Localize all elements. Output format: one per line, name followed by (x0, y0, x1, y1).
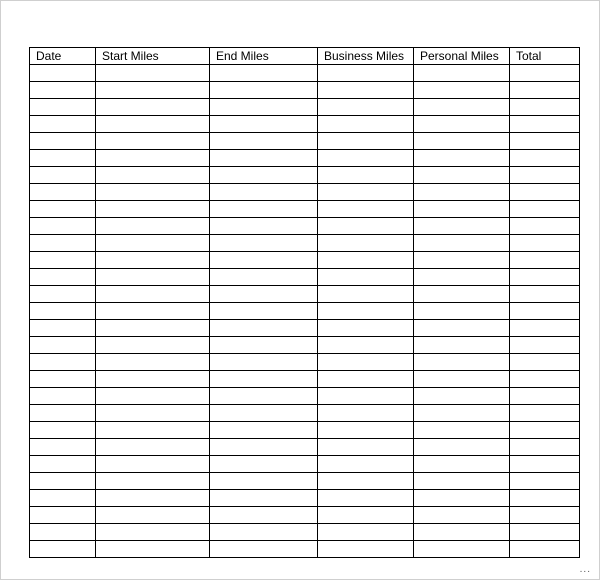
start-miles-cell[interactable] (96, 252, 210, 269)
end-miles-cell[interactable] (210, 490, 318, 507)
end-miles-cell[interactable] (210, 354, 318, 371)
business-miles-cell[interactable] (318, 490, 414, 507)
date-cell[interactable] (30, 150, 96, 167)
start-miles-cell[interactable] (96, 422, 210, 439)
end-miles-cell[interactable] (210, 235, 318, 252)
business-miles-cell[interactable] (318, 218, 414, 235)
business-miles-cell[interactable] (318, 150, 414, 167)
total-cell[interactable] (510, 473, 580, 490)
date-cell[interactable] (30, 252, 96, 269)
table-row (30, 354, 580, 371)
start-miles-cell[interactable] (96, 82, 210, 99)
business-miles-cell[interactable] (318, 456, 414, 473)
business-miles-cell[interactable] (318, 524, 414, 541)
column-header-start-miles: Start Miles (96, 48, 210, 65)
business-miles-cell[interactable] (318, 286, 414, 303)
personal-miles-cell[interactable] (414, 116, 510, 133)
total-cell[interactable] (510, 133, 580, 150)
start-miles-cell[interactable] (96, 133, 210, 150)
business-miles-cell[interactable] (318, 303, 414, 320)
total-cell[interactable] (510, 405, 580, 422)
start-miles-cell[interactable] (96, 507, 210, 524)
total-cell[interactable] (510, 82, 580, 99)
business-miles-cell[interactable] (318, 65, 414, 82)
end-miles-cell[interactable] (210, 133, 318, 150)
business-miles-cell[interactable] (318, 388, 414, 405)
table-row (30, 439, 580, 456)
start-miles-cell[interactable] (96, 235, 210, 252)
personal-miles-cell[interactable] (414, 439, 510, 456)
table-row (30, 201, 580, 218)
business-miles-cell[interactable] (318, 439, 414, 456)
business-miles-cell[interactable] (318, 269, 414, 286)
business-miles-cell[interactable] (318, 235, 414, 252)
date-cell[interactable] (30, 490, 96, 507)
start-miles-cell[interactable] (96, 65, 210, 82)
personal-miles-cell[interactable] (414, 354, 510, 371)
personal-miles-cell[interactable] (414, 456, 510, 473)
business-miles-cell[interactable] (318, 82, 414, 99)
date-cell[interactable] (30, 422, 96, 439)
total-cell[interactable] (510, 354, 580, 371)
start-miles-cell[interactable] (96, 167, 210, 184)
end-miles-cell[interactable] (210, 252, 318, 269)
business-miles-cell[interactable] (318, 184, 414, 201)
business-miles-cell[interactable] (318, 507, 414, 524)
total-cell[interactable] (510, 388, 580, 405)
column-header-personal-miles: Personal Miles (414, 48, 510, 65)
end-miles-cell[interactable] (210, 337, 318, 354)
total-cell[interactable] (510, 269, 580, 286)
date-cell[interactable] (30, 116, 96, 133)
date-cell[interactable] (30, 507, 96, 524)
end-miles-cell[interactable] (210, 201, 318, 218)
start-miles-cell[interactable] (96, 218, 210, 235)
total-cell[interactable] (510, 286, 580, 303)
date-cell[interactable] (30, 473, 96, 490)
personal-miles-cell[interactable] (414, 388, 510, 405)
end-miles-cell[interactable] (210, 320, 318, 337)
header-row (30, 48, 580, 65)
start-miles-cell[interactable] (96, 320, 210, 337)
table-row (30, 388, 580, 405)
start-miles-cell[interactable] (96, 150, 210, 167)
date-cell[interactable] (30, 167, 96, 184)
start-miles-cell[interactable] (96, 405, 210, 422)
column-header-total: Total (510, 48, 580, 65)
personal-miles-cell[interactable] (414, 405, 510, 422)
table-row (30, 252, 580, 269)
table-row (30, 150, 580, 167)
business-miles-cell[interactable] (318, 99, 414, 116)
total-cell[interactable] (510, 422, 580, 439)
start-miles-cell[interactable] (96, 286, 210, 303)
personal-miles-cell[interactable] (414, 167, 510, 184)
end-miles-cell[interactable] (210, 405, 318, 422)
personal-miles-cell[interactable] (414, 201, 510, 218)
end-miles-cell[interactable] (210, 439, 318, 456)
personal-miles-cell[interactable] (414, 303, 510, 320)
date-cell[interactable] (30, 354, 96, 371)
end-miles-cell[interactable] (210, 116, 318, 133)
personal-miles-cell[interactable] (414, 422, 510, 439)
date-cell[interactable] (30, 65, 96, 82)
business-miles-cell[interactable] (318, 320, 414, 337)
end-miles-cell[interactable] (210, 507, 318, 524)
personal-miles-cell[interactable] (414, 337, 510, 354)
date-cell[interactable] (30, 99, 96, 116)
start-miles-cell[interactable] (96, 116, 210, 133)
mileage-log-table (29, 47, 580, 558)
total-cell[interactable] (510, 201, 580, 218)
date-cell[interactable] (30, 82, 96, 99)
end-miles-cell[interactable] (210, 184, 318, 201)
total-cell[interactable] (510, 337, 580, 354)
date-cell[interactable] (30, 524, 96, 541)
date-cell[interactable] (30, 388, 96, 405)
total-cell[interactable] (510, 303, 580, 320)
start-miles-cell[interactable] (96, 303, 210, 320)
personal-miles-cell[interactable] (414, 65, 510, 82)
end-miles-cell[interactable] (210, 473, 318, 490)
end-miles-cell[interactable] (210, 65, 318, 82)
date-cell[interactable] (30, 337, 96, 354)
personal-miles-cell[interactable] (414, 286, 510, 303)
business-miles-cell[interactable] (318, 337, 414, 354)
date-cell[interactable] (30, 201, 96, 218)
start-miles-cell[interactable] (96, 201, 210, 218)
table-row (30, 65, 580, 82)
end-miles-cell[interactable] (210, 422, 318, 439)
start-miles-cell[interactable] (96, 337, 210, 354)
table-row (30, 422, 580, 439)
business-miles-cell[interactable] (318, 201, 414, 218)
table-row (30, 320, 580, 337)
total-cell[interactable] (510, 99, 580, 116)
start-miles-cell[interactable] (96, 388, 210, 405)
personal-miles-cell[interactable] (414, 541, 510, 558)
date-cell[interactable] (30, 439, 96, 456)
personal-miles-cell[interactable] (414, 320, 510, 337)
end-miles-cell[interactable] (210, 303, 318, 320)
table-row (30, 405, 580, 422)
business-miles-cell[interactable] (318, 252, 414, 269)
end-miles-cell[interactable] (210, 456, 318, 473)
business-miles-cell[interactable] (318, 473, 414, 490)
total-cell[interactable] (510, 150, 580, 167)
business-miles-cell[interactable] (318, 116, 414, 133)
business-miles-cell[interactable] (318, 167, 414, 184)
column-header-date: Date (30, 48, 96, 65)
personal-miles-cell[interactable] (414, 150, 510, 167)
personal-miles-cell[interactable] (414, 252, 510, 269)
end-miles-cell[interactable] (210, 218, 318, 235)
table-row (30, 235, 580, 252)
total-cell[interactable] (510, 65, 580, 82)
table-row (30, 507, 580, 524)
more-indicator: ... (579, 564, 591, 575)
personal-miles-cell[interactable] (414, 218, 510, 235)
start-miles-cell[interactable] (96, 524, 210, 541)
end-miles-cell[interactable] (210, 286, 318, 303)
table-row (30, 82, 580, 99)
personal-miles-cell[interactable] (414, 133, 510, 150)
business-miles-cell[interactable] (318, 133, 414, 150)
total-cell[interactable] (510, 218, 580, 235)
date-cell[interactable] (30, 320, 96, 337)
personal-miles-cell[interactable] (414, 507, 510, 524)
start-miles-cell[interactable] (96, 541, 210, 558)
table-row (30, 490, 580, 507)
start-miles-cell[interactable] (96, 439, 210, 456)
business-miles-cell[interactable] (318, 354, 414, 371)
table-row (30, 286, 580, 303)
date-cell[interactable] (30, 405, 96, 422)
total-cell[interactable] (510, 252, 580, 269)
end-miles-cell[interactable] (210, 82, 318, 99)
total-cell[interactable] (510, 439, 580, 456)
personal-miles-cell[interactable] (414, 269, 510, 286)
start-miles-cell[interactable] (96, 354, 210, 371)
table-row (30, 337, 580, 354)
personal-miles-cell[interactable] (414, 235, 510, 252)
table-row (30, 218, 580, 235)
date-cell[interactable] (30, 371, 96, 388)
personal-miles-cell[interactable] (414, 82, 510, 99)
table-row (30, 541, 580, 558)
date-cell[interactable] (30, 218, 96, 235)
personal-miles-cell[interactable] (414, 99, 510, 116)
end-miles-cell[interactable] (210, 371, 318, 388)
table-row (30, 269, 580, 286)
end-miles-cell[interactable] (210, 269, 318, 286)
personal-miles-cell[interactable] (414, 490, 510, 507)
end-miles-cell[interactable] (210, 541, 318, 558)
total-cell[interactable] (510, 116, 580, 133)
table-row (30, 524, 580, 541)
table-row (30, 99, 580, 116)
date-cell[interactable] (30, 269, 96, 286)
end-miles-cell[interactable] (210, 150, 318, 167)
total-cell[interactable] (510, 490, 580, 507)
end-miles-cell[interactable] (210, 167, 318, 184)
personal-miles-cell[interactable] (414, 371, 510, 388)
total-cell[interactable] (510, 167, 580, 184)
start-miles-cell[interactable] (96, 490, 210, 507)
table-row (30, 473, 580, 490)
table-row (30, 371, 580, 388)
start-miles-cell[interactable] (96, 371, 210, 388)
start-miles-cell[interactable] (96, 269, 210, 286)
table-body (30, 65, 580, 558)
date-cell[interactable] (30, 235, 96, 252)
column-header-end-miles: End Miles (210, 48, 318, 65)
date-cell[interactable] (30, 456, 96, 473)
date-cell[interactable] (30, 133, 96, 150)
date-cell[interactable] (30, 541, 96, 558)
total-cell[interactable] (510, 320, 580, 337)
date-cell[interactable] (30, 286, 96, 303)
start-miles-cell[interactable] (96, 99, 210, 116)
personal-miles-cell[interactable] (414, 524, 510, 541)
end-miles-cell[interactable] (210, 99, 318, 116)
business-miles-cell[interactable] (318, 371, 414, 388)
start-miles-cell[interactable] (96, 456, 210, 473)
personal-miles-cell[interactable] (414, 473, 510, 490)
table-row (30, 167, 580, 184)
business-miles-cell[interactable] (318, 405, 414, 422)
table-row (30, 456, 580, 473)
total-cell[interactable] (510, 541, 580, 558)
total-cell[interactable] (510, 235, 580, 252)
table-row (30, 133, 580, 150)
total-cell[interactable] (510, 456, 580, 473)
end-miles-cell[interactable] (210, 388, 318, 405)
business-miles-cell[interactable] (318, 541, 414, 558)
table-row (30, 184, 580, 201)
end-miles-cell[interactable] (210, 524, 318, 541)
date-cell[interactable] (30, 184, 96, 201)
total-cell[interactable] (510, 507, 580, 524)
date-cell[interactable] (30, 303, 96, 320)
total-cell[interactable] (510, 371, 580, 388)
total-cell[interactable] (510, 524, 580, 541)
business-miles-cell[interactable] (318, 422, 414, 439)
start-miles-cell[interactable] (96, 184, 210, 201)
table-row (30, 303, 580, 320)
personal-miles-cell[interactable] (414, 184, 510, 201)
column-header-business-miles: Business Miles (318, 48, 414, 65)
table-row (30, 116, 580, 133)
start-miles-cell[interactable] (96, 473, 210, 490)
total-cell[interactable] (510, 184, 580, 201)
